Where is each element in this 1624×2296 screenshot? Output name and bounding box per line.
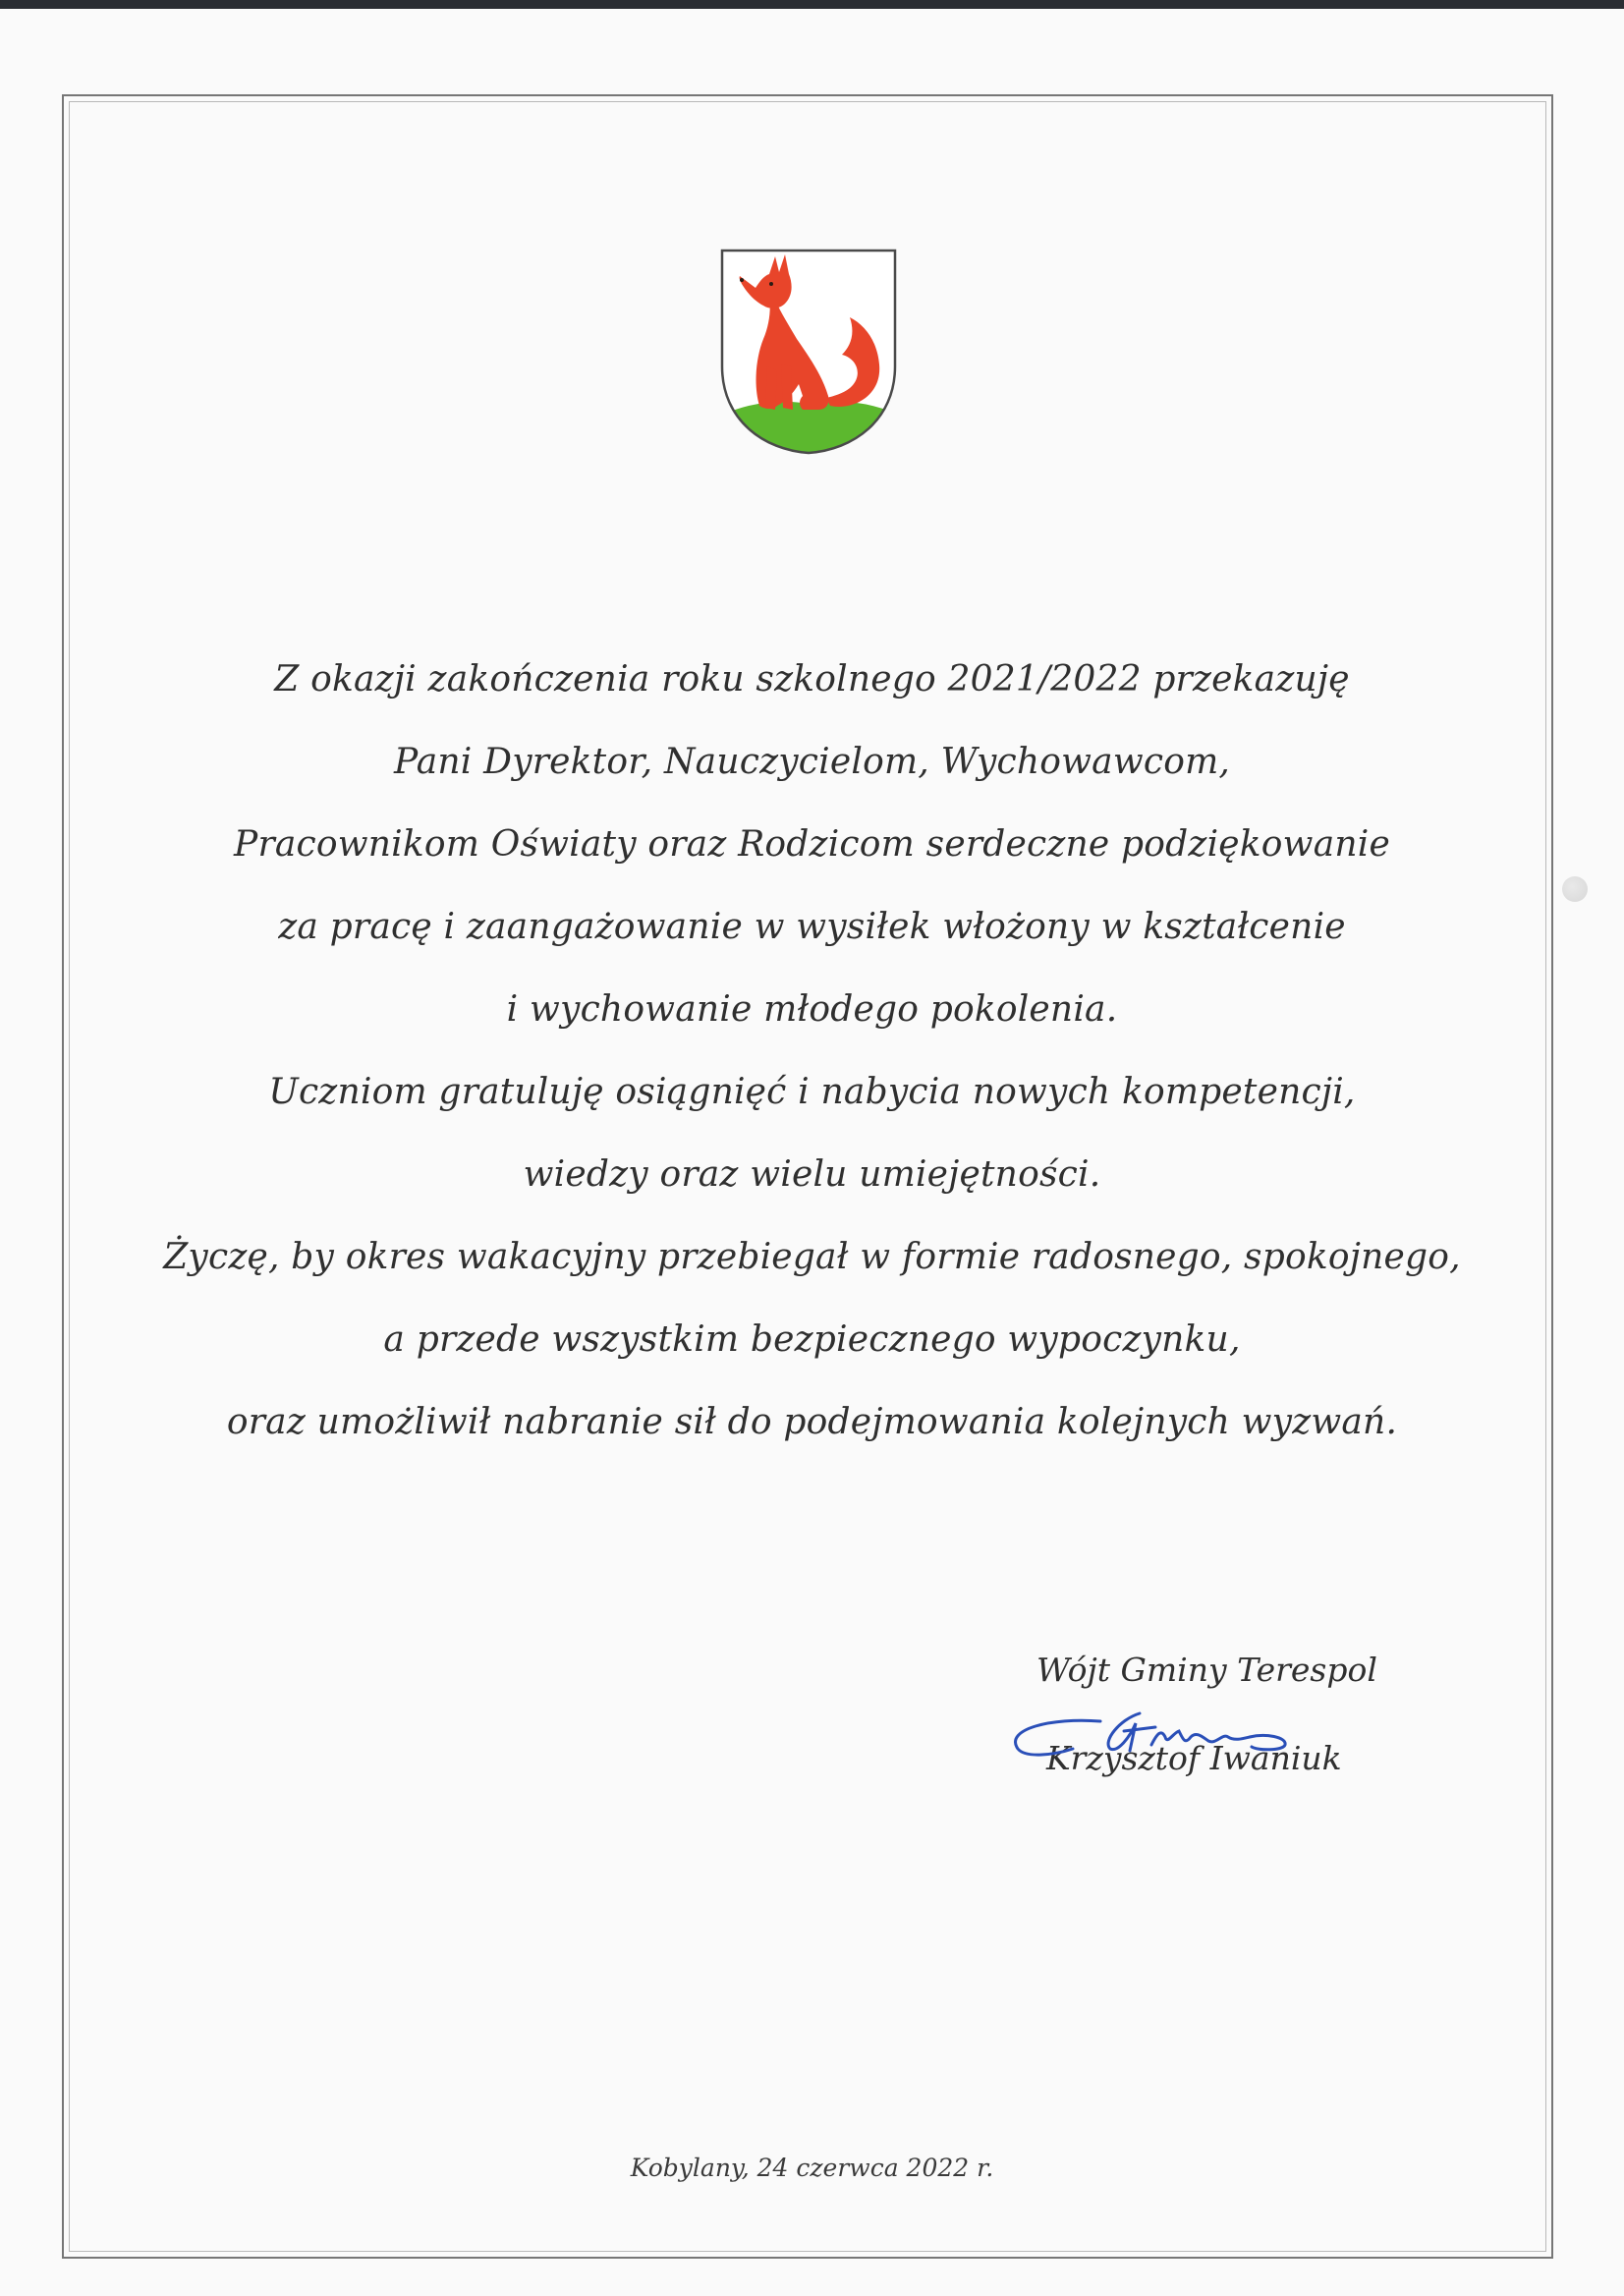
signature-block: [992, 1651, 1425, 1778]
scan-speck: [1562, 876, 1588, 902]
letter-body: [147, 639, 1477, 1464]
signatory-name: Krzysztof Iwaniuk: [1046, 1739, 1342, 1777]
signatory-title: Wójt Gminy Terespol: [1036, 1651, 1377, 1689]
handwritten-signature: [992, 1694, 1346, 1763]
letter-line: i wychowanie młodego pokolenia.: [506, 989, 1118, 1030]
letter-line: Życzę, by okres wakacyjny przebiegał w formie radosnego, spokojnego,: [163, 1237, 1461, 1277]
scan-edge: [0, 0, 1624, 9]
letter-line: a przede wszystkim bezpiecznego wypoczynku,: [383, 1319, 1241, 1360]
place-and-date: Kobylany, 24 czerwca 2022 r.: [630, 2154, 994, 2182]
fox-coat-of-arms-icon: [720, 249, 897, 455]
letter-line: Pracownikom Oświaty oraz Rodzicom serdeczne podziękowanie: [234, 824, 1390, 865]
letter-line: Pani Dyrektor, Nauczycielom, Wychowawcom,: [393, 742, 1231, 782]
letter-line: oraz umożliwił nabranie sił do podejmowania kolejnych wyzwań.: [226, 1402, 1398, 1442]
letter-line: Z okazji zakończenia roku szkolnego 2021/2022 przekazuję: [274, 659, 1350, 700]
letter-line: Uczniom gratuluję osiągnięć i nabycia nowych kompetencji,: [268, 1072, 1356, 1112]
letter-line: za pracę i zaangażowanie w wysiłek włożony w kształcenie: [278, 907, 1346, 947]
letter-line: wiedzy oraz wielu umiejętności.: [523, 1154, 1101, 1195]
